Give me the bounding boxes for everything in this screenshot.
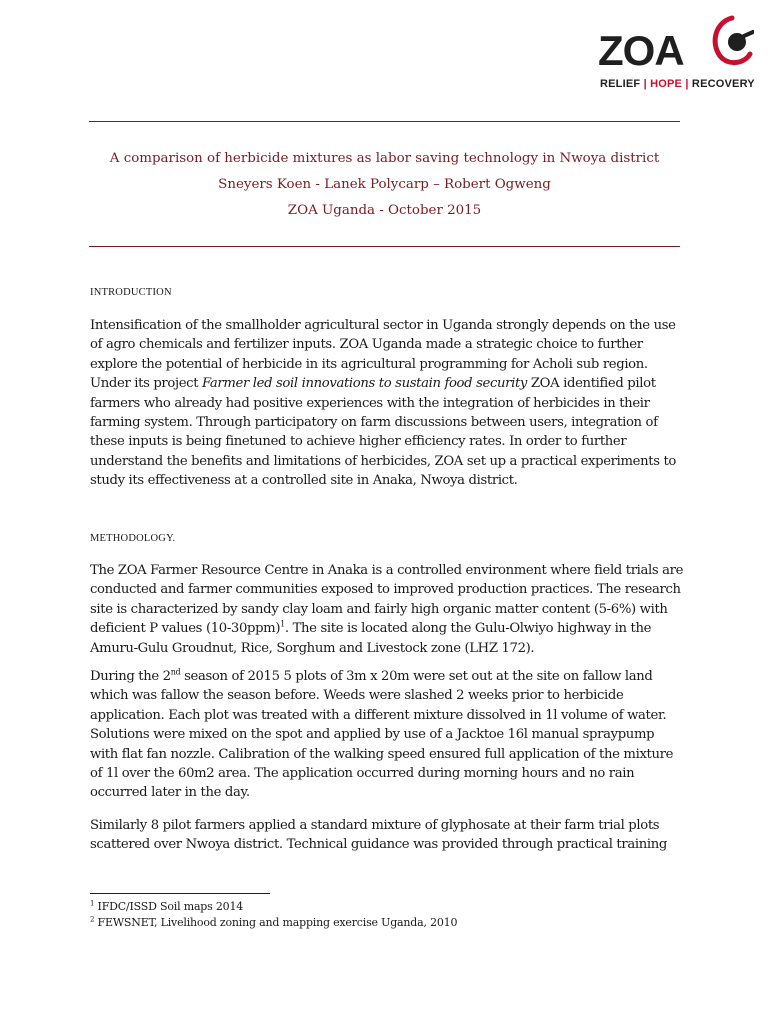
paragraph-text: The ZOA Farmer Resource Centre in Anaka is a controlled environment where field trials are conducted and farmer communities exposed to improved production practices. The research site is characterized by sandy clay loam and fairly high organic matter content (5-6%) with deficient P values (10-30ppm)	[90, 563, 684, 637]
header-rule-bottom	[89, 246, 680, 247]
footnote-text: IFDC/ISSD Soil maps 2014	[94, 900, 244, 913]
tagline-separator: |	[643, 78, 647, 90]
paragraph-plot-setup	[90, 667, 684, 803]
paragraph-text: During the 2	[90, 669, 171, 684]
header-rule-top	[89, 121, 680, 122]
title-block	[89, 148, 680, 226]
paragraph-text: season of 2015 5 plots of 3m x 20m were set out at the site on fallow land which was fallow the season before. Weeds were slashed 2 weeks prior to herbicide application. Each plot was treated with a different mixture dissolved in 1l volume of water. Solutions were mixed on the spot and applied by use of a Jacktoe 16l manual spraypump with flat fan nozzle. Calibration of the walking speed ensured full application of the mixture of 1l over the 60m2 area. The application occurred during morning hours and no rain occurred later in the day.	[90, 669, 674, 801]
section-heading-methodology: METHODOLOGY.	[90, 533, 176, 544]
footnote-separator	[90, 893, 270, 894]
authors-line: Sneyers Koen - Lanek Polycarp – Robert Ogweng	[218, 177, 551, 192]
logo-tagline	[600, 78, 755, 90]
footnote-number: 1	[90, 899, 95, 908]
document-title: A comparison of herbicide mixtures as labor saving technology in Nwoya district	[109, 151, 660, 166]
footnote	[90, 899, 457, 915]
tagline-separator: |	[685, 78, 689, 90]
tagline-recovery: RECOVERY	[691, 78, 755, 90]
paragraph-text: . The site is located along the Gulu-Olwiyo highway in the Amuru-Gulu Groudnut, Rice, Sorghum and Livestock zone (LHZ 172).	[90, 621, 652, 656]
paragraph-pilot-farmers: Similarly 8 pilot farmers applied a standard mixture of glyphosate at their farm trial plots scattered over Nwoya district. Technical guidance was provided through practical training	[90, 818, 667, 853]
tagline-hope: HOPE	[650, 78, 683, 90]
footnotes	[90, 899, 457, 931]
paragraph-introduction	[90, 316, 684, 491]
zoa-logo	[598, 14, 758, 94]
paragraph-site-description	[90, 561, 684, 658]
tagline-relief: RELIEF	[600, 78, 641, 90]
logo-emblem-icon	[706, 14, 754, 70]
org-date-line: ZOA Uganda - October 2015	[287, 203, 482, 218]
paragraph-text: ZOA identified pilot farmers who already had positive experiences with the integration of herbicides in their farming system. Through participatory on farm discussions between users, integration of these inputs is being finetuned to achieve higher efficiency rates. In order to further understand the benefits and limitations of herbicides, ZOA set up a practical experiments to study its effectiveness at a controlled site in Anaka, Nwoya district.	[90, 376, 676, 489]
project-name: Farmer led soil innovations to sustain food security	[201, 376, 528, 392]
footnote-number: 2	[90, 915, 95, 924]
ordinal-suffix: nd	[170, 667, 181, 677]
footnote	[90, 915, 457, 931]
footnote-text: FEWSNET, Livelihood zoning and mapping exercise Uganda, 2010	[94, 916, 458, 929]
section-heading-introduction: INTRODUCTION	[90, 287, 172, 298]
logo-wordmark: ZOA	[598, 27, 684, 74]
footnote-ref: 1	[280, 619, 285, 629]
paragraph-text: Intensification of the smallholder agricultural sector in Uganda strongly depends on the use of agro chemicals and fertilizer inputs. ZOA Uganda made a strategic choice to further explore the potential of herbicide in its agricultural programming for Acholi sub region. Under its project	[90, 318, 676, 392]
